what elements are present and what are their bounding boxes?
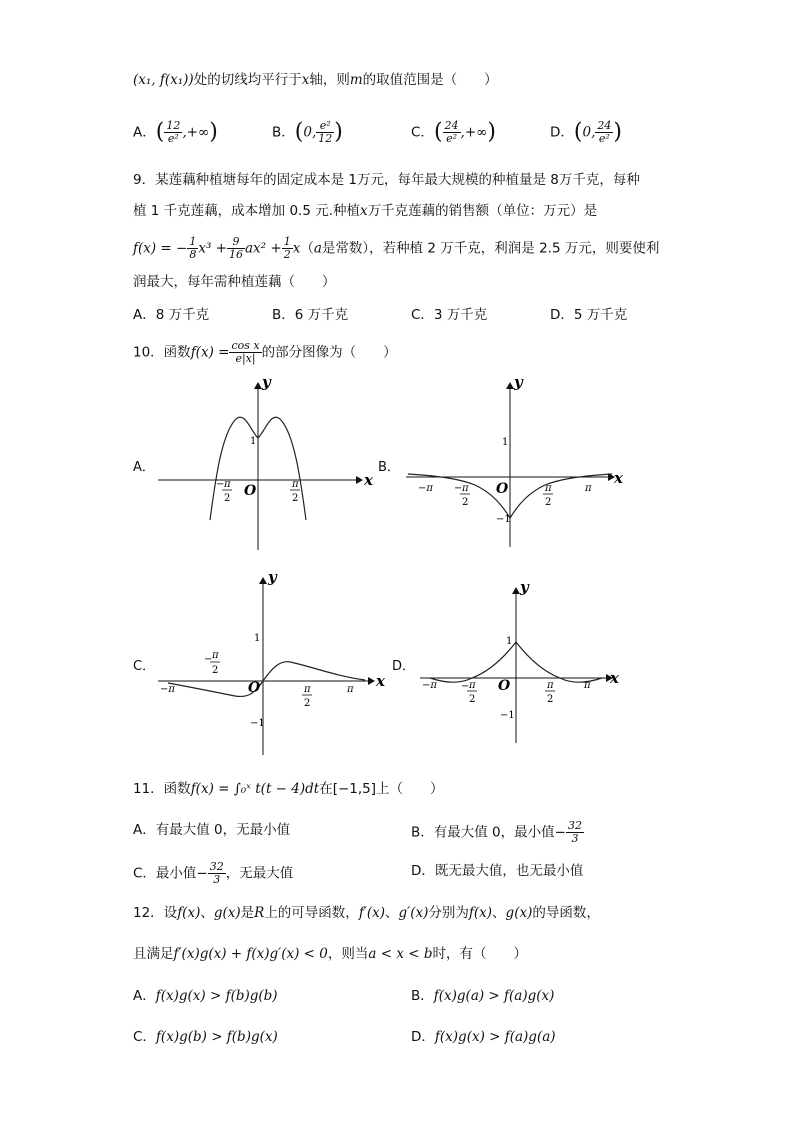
tick-neg-half-pi-num: π [224, 479, 231, 490]
tick-neg-half-pi-den: 2 [212, 665, 219, 676]
q9-line-4: 润最大，每年需种植莲藕（ ） [133, 274, 336, 290]
tick-neg-half-pi-den: 2 [224, 493, 231, 504]
q12-option-b[interactable]: B．f(x)g(a) > f(a)g(x) [411, 988, 555, 1004]
axis-y-label: y [514, 375, 523, 391]
axis-x-label: x [610, 669, 619, 687]
q9-option-d[interactable]: D．5 万千克 [550, 307, 628, 323]
axis-y-label: y [268, 570, 277, 586]
tick-neg-half-pi-minus: − [204, 654, 213, 665]
tick-half-pi-den: 2 [545, 497, 552, 508]
q11-option-d[interactable]: D．既无最大值，也无最小值 [411, 863, 584, 879]
tick-half-pi-den: 2 [292, 493, 299, 504]
q9-option-a[interactable]: A．8 万千克 [133, 307, 210, 323]
origin-label: O [496, 481, 509, 497]
tick-neg-1: −1 [500, 710, 515, 721]
q8-option-a[interactable]: A．( $\frac{12}{\text{e²}}$ ,+∞) [133, 119, 218, 145]
tick-half-pi-den: 2 [547, 694, 554, 705]
tick-half-pi-den: 2 [304, 698, 311, 709]
q9-line-3: f(x) = − $\frac{1}{8}$ x³ + $\frac{9}{16}$ ax² + $\frac{1}{2}$ x（a是常数），若种植 2 万千克，利润是 2.5 万元，则要使利 [133, 235, 660, 261]
q10-graph-a [150, 375, 375, 555]
q11-option-b[interactable]: B．有最大值 0，最小值− $\frac{32}{3}$ [411, 819, 582, 845]
q8-option-b[interactable]: B．(0, $\frac{\text{e²}}{12}$ ) [272, 119, 343, 145]
q10-graph-c [150, 570, 390, 760]
q12-option-a[interactable]: A．f(x)g(x) > f(b)g(b) [133, 988, 278, 1004]
tick-neg-1: −1 [250, 718, 265, 729]
tick-neg-half-pi-minus: − [216, 479, 225, 490]
tick-1: 1 [250, 436, 257, 447]
tick-1: 1 [254, 633, 261, 644]
tick-half-pi-num: π [545, 483, 552, 494]
tick-half-pi-num: π [292, 479, 299, 490]
q12-option-c[interactable]: C．f(x)g(b) > f(b)g(x) [133, 1029, 278, 1045]
q11-option-c[interactable]: C．最小值− $\frac{32}{3}$ ，无最大值 [133, 860, 294, 886]
tick-pi: π [584, 680, 591, 691]
q10-option-b[interactable]: B． [378, 460, 400, 475]
tick-neg-pi: −π [422, 680, 437, 691]
tick-pi: π [585, 483, 592, 494]
q12-line-1: 12．设f(x)、g(x)是R上的可导函数，f′(x)、g′(x)分别为f(x)、g(x)的导函数， [133, 905, 600, 921]
origin-label: O [248, 680, 261, 696]
q9-line-2: 植 1 千克莲藕，成本增加 0.5 元.种植x万千克莲藕的销售额（单位：万元）是 [133, 203, 598, 219]
q9-line-1: 9．某莲藕种植塘每年的固定成本是 1万元，每年最大规模的种植量是 8万千克，每种 [133, 172, 640, 188]
tick-neg-half-pi-minus: − [454, 483, 463, 494]
tick-neg-half-pi-num: π [462, 483, 469, 494]
tick-half-pi-num: π [304, 684, 311, 695]
tick-neg-half-pi-num: π [469, 680, 476, 691]
axis-x-label: x [376, 672, 385, 690]
q8-option-d[interactable]: D．(0, $\frac{24}{\text{e²}}$ ) [550, 119, 622, 145]
q9-option-c[interactable]: C．3 万千克 [411, 307, 488, 323]
curve-c [168, 662, 365, 697]
tick-neg-half-pi-minus: − [461, 681, 470, 692]
tick-neg-half-pi-den: 2 [462, 497, 469, 508]
q10-option-c[interactable]: C． [133, 659, 156, 674]
q10-graph-b [400, 375, 630, 555]
q8-stem-continuation: (x₁, f(x₁))处的切线均平行于x轴，则m的取值范围是（ ） [133, 72, 498, 88]
axis-x-label: x [614, 469, 623, 487]
origin-label: O [244, 483, 257, 499]
tick-neg-pi: −π [160, 684, 175, 695]
q10-graph-d [410, 580, 625, 750]
q9-option-b[interactable]: B．6 万千克 [272, 307, 349, 323]
q12-option-d[interactable]: D．f(x)g(x) > f(a)g(a) [411, 1029, 556, 1045]
tick-neg-half-pi-den: 2 [469, 694, 476, 705]
q9-formula: f(x) = − [133, 240, 188, 257]
q8-point: (x₁, f(x₁)) [133, 72, 194, 88]
tick-neg-1: −1 [496, 514, 511, 525]
origin-label: O [498, 678, 511, 694]
tick-neg-pi: −π [418, 483, 433, 494]
axis-y-label: y [262, 375, 271, 391]
tick-half-pi-num: π [547, 680, 554, 691]
q10-stem: 10．函数f(x) = $\frac{\text{cos x}}{e|x|}$ 的部分图像为（ ） [133, 339, 397, 365]
tick-neg-half-pi-num: π [212, 650, 219, 661]
q12-line-2: 且满足f′(x)g(x) + f(x)g′(x) < 0，则当a < x < b时，有（ ） [133, 946, 527, 962]
axis-y-label: y [520, 580, 529, 596]
q11-stem: 11．函数f(x) = ∫₀ˣ t(t − 4)dt在[−1,5]上（ ） [133, 781, 444, 797]
q8-option-c[interactable]: C．( $\frac{24}{\text{e²}}$ ,+∞) [411, 119, 496, 145]
axis-x-label: x [364, 471, 373, 489]
tick-pi: π [347, 684, 354, 695]
q10-option-a[interactable]: A． [133, 460, 155, 475]
q11-option-a[interactable]: A．有最大值 0，无最小值 [133, 822, 291, 838]
tick-1: 1 [506, 636, 513, 647]
tick-1: 1 [502, 437, 509, 448]
q10-option-d[interactable]: D． [392, 659, 416, 674]
